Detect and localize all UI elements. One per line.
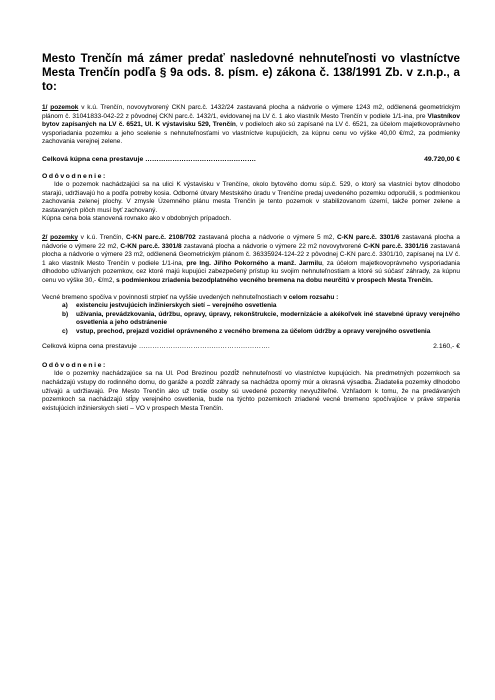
document-title: Mesto Trenčín má zámer predať nasledovné nehnuteľnosti vo vlastníctve Mesta Trenčín podľa § 9a ods. 8. písm. e) zákona č. 138/1991 Zb. v z.n.p., a to: — [42, 52, 460, 93]
item-2-price-row — [42, 342, 460, 351]
item-2-parcel-2: C-KN parc.č. 3301/6 — [336, 233, 400, 241]
list-item-text: vstup, prechod, prejazd vozidiel oprávneného z vecného bremena za účelom údržby a opravy verejného osvetlenia — [76, 327, 431, 335]
list-item-text: existenciu jestvujúcich inžinierskych sietí – verejného osvetlenia — [76, 302, 277, 310]
list-item-marker: c) — [62, 327, 68, 335]
item-2-condition: s podmienkou zriadenia bezodplatného vecného bremena na dobu neurčitú v prospech Mesta Trenčín. — [116, 276, 433, 284]
item-2-burden-intro — [42, 294, 460, 303]
item-2-text-b: zastavaná plocha a nádvorie o výmere 5 m2, — [195, 233, 337, 241]
item-2-reason: Ide o pozemky nachádzajúce sa na Ul. Pod Brezinou pozdĺž nehnuteľností vo vlastníctve kupujúcich. Na predmetných pozemkoch sa nachádzajú vstupy do rodinného domu, do garáže a pozdĺž záhrady sa nachádza oporný múr a okrasná výsadba. Žiadatelia pozemky dlhodobo užívajú a udržiavajú. Pre Mesto Trenčín ako už tretie osoby sú uvedené pozemky nevyužiteľné. Vzhľadom k tomu, že na predávaných pozemkoch sa nachádzajú stĺpy verejného osvetlenia, bude na týchto pozemkoch zriadené vecné bremeno spočívajúce v práve strpenia existujúcich inžinierskych sietí – VO v prospech Mesta Trenčín. — [42, 370, 460, 412]
list-item-marker: b) — [62, 310, 69, 318]
item-2-buyer: pre Ing. Jiřího Pokorného a manž. Jarmilu — [186, 259, 323, 267]
list-item — [62, 311, 460, 328]
item-1-buyer: Vlastníkov bytov zapísaných na LV č. 6521, Ul. K výstavisku 529, Trenčín — [42, 112, 460, 129]
item-1-lead: pozemok — [50, 104, 79, 111]
item-1-reason: Ide o pozemok nachádzajúci sa na ulici K výstavisku v Trenčíne, okolo bytového domu súp.č. 529, o ktorý sa vlastníci bytov dlhodobo starajú, udržiavajú ho a podľa potreby kosia. Odborné útvary Mestského úradu v Trenčíne predaj uvedeného pozemku odporučili, s podmienkou zachovania zelenej plochy. V zmysle Územného plánu mesta Trenčín je tento pozemok v stabilizovanom území, takže pomer zelene a zastavaných plôch musí byť zachovaný. — [42, 180, 460, 214]
item-2-text-d: zastavaná plocha a nádvorie o výmere 22 m2 novovytvorené — [181, 242, 364, 250]
item-2-reason-heading: Odôvodnenie: — [42, 362, 107, 370]
list-item — [62, 302, 460, 311]
item-1-price-value: 49.720,00 € — [424, 155, 460, 163]
list-item — [62, 328, 460, 337]
item-2-burden-scope: v celom rozsahu — [283, 293, 335, 301]
item-2-text-a: v k.ú. Trenčín, — [77, 233, 127, 241]
list-item-marker: a) — [62, 302, 68, 310]
item-2-number: 2/ — [42, 233, 48, 241]
item-2-paragraph — [42, 234, 460, 286]
item-2-burden-colon: : — [334, 293, 339, 301]
item-2-parcel-1: C-KN parc.č. 2108/702 — [126, 233, 196, 241]
item-1-price-label: Celková kúpna cena prestavuje …………………………………………. — [42, 155, 256, 163]
list-item-text: užívania, prevádzkovania, údržbu, opravy, úpravy, rekonštrukcie, modernizácie a akékoľvek iné stavebné úpravy verejného osvetlenia a jeho odstránenie — [76, 310, 460, 327]
item-1-number: 1/ — [42, 104, 48, 111]
item-2-burden-list — [42, 302, 460, 336]
item-1-reason-price: Kúpna cena bola stanovená rovnako ako v obdobných prípadoch. — [42, 215, 231, 223]
item-2-text-c: zastavaná plocha a nádvorie o výmere 22 m2, — [42, 233, 460, 250]
document-page — [42, 52, 460, 413]
item-2-lead: pozemky — [50, 233, 78, 241]
item-2-burden-text: Vecné bremeno spočíva v povinnosti strpieť na vyššie uvedených nehnuteľnostiach — [42, 293, 284, 301]
item-1-paragraph — [42, 104, 460, 147]
item-1-text-b: , v podieloch ako sú zapísané na LV č. 6521, za účelom majetkovoprávneho vysporiadania pozemku a jeho scelenie s nehnuteľnosťami vo vlastníctve kupujúcich, za kúpnu cenu vo výške 40,00 €/m2, za podmienky zachovania verejnej zelene. — [42, 121, 460, 146]
item-1-price-row — [42, 155, 460, 164]
item-1-text-a: v k.ú. Trenčín, novovytvorený CKN parc.č. 1432/24 zastavaná plocha a nádvorie o výmere 1243 m2, odčlenená geometrickým plánom č. 31041833-042-22 z pôvodnej CKN parc.č. 1432/1, evidovanej na LV č. 1 ako vlastník Mesto Trenčín v podiele 1/1-ina, pre — [42, 104, 460, 120]
item-2-price-value: 2.160,- € — [433, 343, 460, 351]
item-2-parcel-3: C-KN parc.č. 3301/8 — [120, 242, 182, 250]
item-2-text-e: zastavaná plocha a nádvorie o výmere 23 m2, odčlenená Geometrickým plánom č. 36335924-124-22 z pôvodnej C-KN parc.č. 3301/10, zapísanej na LV č. 1 ako vlastník Mesto Trenčín v podiele 1/1-ina, — [42, 242, 461, 267]
item-2-text-f: , za účelom majetkovoprávneho vysporiadania dlhodobo užívaných pozemkov, cez ktoré majú kupujúci zabezpečený prístup ku svojim nehnuteľnostiam a ktoré sú súčasť záhrady, za kúpnu cenu vo výške 30,- €/m2, — [42, 259, 460, 284]
item-2-parcel-4: C-KN parc.č. 3301/16 — [363, 242, 429, 250]
item-2-price-label: Celková kúpna cena prestavuje …………………………………………………. — [42, 343, 270, 351]
item-1-reason-heading: Odôvodnenie: — [42, 172, 107, 180]
